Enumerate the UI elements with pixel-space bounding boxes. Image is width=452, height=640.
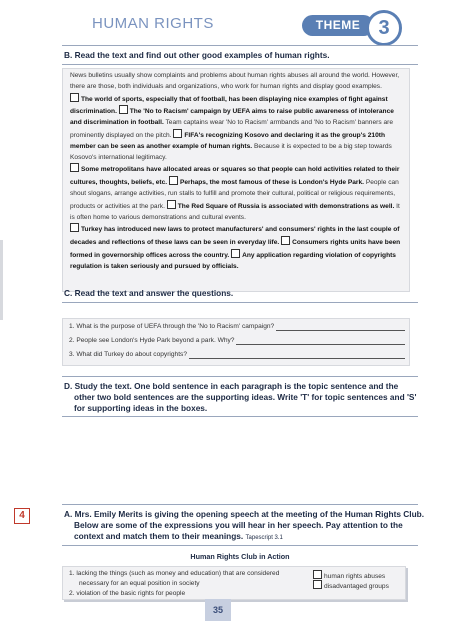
section-d-heading-line2: other two bold sentences are the supporting ideas. Write 'T' for topic sentences and 'S' [74, 392, 417, 402]
meaning-2: 2. violation of the basic rights for people [69, 590, 186, 597]
paragraph2-sentence3: People can shout slogans, arrange activities, run stalls to fulfill and promote their cultural, political or religious requirements, products or activities at the park. [70, 179, 399, 210]
section-d-bottom-divider [62, 416, 418, 417]
option-1 [313, 570, 385, 580]
reading-text [63, 69, 409, 273]
option-1-label: human rights abuses [324, 573, 386, 580]
meaning-1-line1: 1. lacking the things (such as money and education) that are considered [69, 570, 280, 577]
answer-line-1[interactable] [276, 323, 405, 331]
answer-box-6[interactable] [167, 200, 176, 209]
reading-text-panel [62, 68, 410, 292]
question-3 [69, 351, 405, 359]
section-b-heading: B. Read the text and find out other good examples of human rights. [64, 50, 330, 60]
answer-box-7[interactable] [70, 223, 79, 232]
meaning-1-line2: necessary for an equal position in society [79, 580, 200, 587]
question-2-text: 2. People see London's Hyde Park beyond a park. Why? [69, 337, 235, 344]
theme-number-badge: 3 [366, 10, 402, 46]
section-b-divider [62, 64, 418, 65]
exercise4-top-divider [62, 504, 418, 505]
page-number: 35 [205, 599, 231, 621]
paragraph1-sentence4: FIFA's recognizing Kosovo and declaring it as the group's 210th member can be seen as another example of human rights. [70, 131, 385, 150]
intro-paragraph: News bulletins usually show complaints and problems about human rights abuses all around the world. However, there are those, both individuals and organizations, who work for human rights and display good examples. [70, 72, 400, 90]
option-1-box[interactable] [313, 570, 322, 579]
paragraph3-sentence3: Any application regarding violation of copyrights regulation is taken seriously and pursued by officials. [70, 251, 396, 270]
paragraph3-sentence2: Consumers rights units have been formed in governorship offices across the country. [70, 239, 401, 259]
paragraph2-sentence2: Perhaps, the most famous of these is London's Hyde Park. [179, 179, 364, 187]
answer-line-2[interactable] [236, 337, 405, 345]
answer-line-3[interactable] [189, 351, 405, 359]
theme-badge: THEME [302, 15, 374, 36]
answer-box-8[interactable] [281, 236, 290, 245]
question-3-text: 3. What did Turkey do about copyrights? [69, 351, 188, 358]
answer-box-1[interactable] [70, 93, 79, 102]
paragraph2-sentence4: The Red Square of Russia is associated with demonstrations as well. [177, 202, 395, 210]
exercise4-bottom-divider [62, 545, 418, 546]
page-edge-marker [0, 240, 3, 320]
paragraph1-sentence5: Because it is expected to be a big step towards Kosovo's international legitimacy. [70, 142, 392, 161]
section-d-heading [64, 381, 416, 414]
section-c-divider [62, 302, 418, 303]
question-1 [69, 323, 405, 331]
chapter-title: HUMAN RIGHTS [92, 15, 214, 32]
exercise4-heading [64, 509, 424, 544]
answer-box-5[interactable] [169, 176, 178, 185]
answer-box-3[interactable] [173, 129, 182, 138]
exercise-number-badge: 4 [14, 508, 30, 524]
answer-box-4[interactable] [70, 163, 79, 172]
option-2-box[interactable] [313, 580, 322, 589]
questions-panel [62, 318, 410, 366]
section-c-heading: C. Read the text and answer the questions. [64, 288, 234, 298]
header-divider [62, 45, 418, 46]
exercise4-heading-line2: Below are some of the expressions you will hear in her speech. Pay attention to the [74, 520, 403, 530]
question-1-text: 1. What is the purpose of UEFA through the 'No to Racism' campaign? [69, 323, 275, 330]
answer-box-9[interactable] [231, 249, 240, 258]
section-d-heading-line3: for supporting ideas in the boxes. [74, 403, 208, 413]
matching-panel [62, 566, 406, 600]
option-2 [313, 580, 389, 590]
paragraph3-sentence1: Turkey has introduced new laws to protect manufacturers' and consumers' rights in the last couple of decades and reflections of these laws can be seen in everyday life. [70, 226, 400, 247]
section-d-top-divider [62, 376, 418, 377]
paragraph1-sentence2: The 'No to Racism' campaign by UEFA aims to raise public awareness of intolerance and discrimination in football. [70, 108, 394, 127]
paragraph1-sentence1: The world of sports, especially that of football, has been displaying nice examples of fight against discrimination. [70, 95, 388, 116]
exercise4-subtitle: Human Rights Club in Action [190, 552, 290, 561]
exercise4-heading-line1: A. Mrs. Emily Merits is giving the opening speech at the meeting of the Human Rights Club. [64, 509, 425, 519]
answer-box-2[interactable] [119, 105, 128, 114]
paragraph1-sentence3: Team captains wear 'No to Racism' armbands and 'No to Racism' banners are prominently displayed on the pitch. [70, 119, 393, 139]
tapescript-ref: Tapescript 3.1 [245, 535, 283, 541]
exercise4-heading-line3: context and match them to their meanings. [74, 531, 244, 541]
option-2-label: disadvantaged groups [324, 583, 389, 590]
section-d-heading-line1: D. Study the text. One bold sentence in each paragraph is the topic sentence and the [64, 381, 399, 391]
paragraph2-sentence1: Some metropolitans have allocated areas or squares so that people can hold activities related to their cultures, thoughts, beliefs, etc. [70, 166, 400, 187]
question-2 [69, 337, 405, 345]
paragraph2-sentence5: It is often home to various demonstrations and cultural events. [70, 202, 400, 221]
